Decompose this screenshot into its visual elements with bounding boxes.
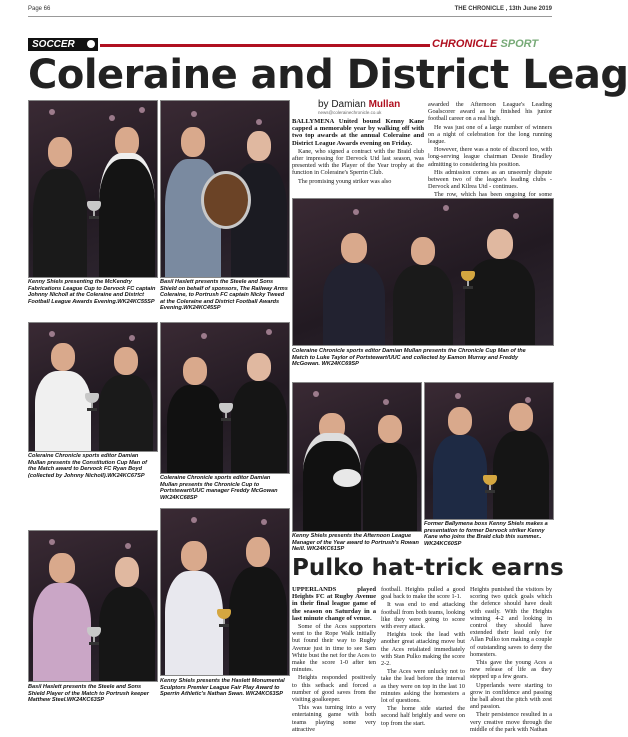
byline-name: Mullan <box>368 99 401 110</box>
article2-paragraph: Heights responded positively to this setback and forced a number of good saves from the visiting goalkeeper. <box>292 674 376 704</box>
byline-prefix: by Damian <box>318 99 366 110</box>
article2-paragraph: football. Heights pulled a good goal back to make the score 1-1. <box>381 586 465 601</box>
second-headline: Pulko hat-trick earns <box>292 555 564 581</box>
person <box>465 229 535 345</box>
person <box>363 415 417 531</box>
article1-paragraph: He was just one of a large number of winners on a night of celebration for the long running league. <box>428 123 552 146</box>
article1-paragraph: The row, which has been ongoing for some <box>434 191 552 199</box>
article2-paragraph: Heights took the lead with another great attacking move but the Aces retaliated immediately with Stan Pulko making the score 2-2. <box>381 631 465 668</box>
caption-2: Basil Haslett presents the Steele and Sons Shield on behalf of sponsors, The Railway Arms Coleraine, to Portrush FC captain Nicky Tweed at the Coleraine and District Football Awards Evening.WK24KC45SP <box>160 279 288 312</box>
photo-5 <box>160 322 290 474</box>
article2-paragraph: Upperlands were starting to grow in confidence and passing the ball about the pitch with zest and passion. <box>470 681 552 711</box>
article1-paragraph: His admission comes as an unseemly dispute between two of the league's leading clubs - Dervock and Kilrea Utd - continues. <box>428 168 552 191</box>
article1-paragraph: The promising young striker was also <box>298 177 392 185</box>
caption-5: Coleraine Chronicle sports editor Damian Mullan presents the Chronicle Cup to Portstewart/UUC manager Freddy McGowan WK24KC68SP <box>160 475 278 501</box>
article2-paragraph: This gave the young Aces a new release of life as they stepped up a few gears. <box>470 659 552 681</box>
person <box>323 233 385 345</box>
article1-col1 <box>292 118 424 194</box>
person <box>99 347 153 451</box>
person <box>231 353 287 473</box>
page-header <box>28 4 552 17</box>
article1-paragraph: However, there was a note of discord too, with long-serving league chairman Dessie Bradley admitting to considering his position. <box>428 146 552 168</box>
person <box>99 557 155 681</box>
caption-9: Kenny Shiels presents the Haslett Monumental Sculptors Premier League Fair Play Award to Sperrin Athletic's Nathan Swan. WK24KC63SP <box>160 678 285 698</box>
brand-left: CHRONICLE <box>432 38 498 50</box>
person <box>33 137 87 277</box>
article2-paragraph: It was end to end attacking football from both teams, looking like they were going to score with every attack. <box>381 601 465 631</box>
trophy-icon <box>483 475 497 493</box>
person <box>99 127 155 277</box>
person <box>433 407 487 519</box>
trophy-icon <box>87 627 101 645</box>
article2-paragraph: Some of the Aces supporters went to the Rope Walk initially but found their way to Rugby Avenue just in time to see Sam White bust the net for the Aces to make the score 1-0 after ten minutes. <box>292 623 376 674</box>
article2-paragraph: Their persistence resulted in a very creative move through the middle of the park with Nathan <box>470 711 552 733</box>
page-number: Page 66 <box>28 6 51 12</box>
section-label <box>28 38 98 51</box>
brand-logo <box>432 38 552 51</box>
caption-7: Former Ballymena boss Kenny Shiels makes a presentation to former Dervock striker Kenny Kane who joins the Braid club this summer.. WK24KC60SP <box>424 521 548 547</box>
brand-right: SPORT <box>500 38 539 50</box>
article1-lead: BALLYMENA United bound Kenny Kane capped a memorable year by walking off with two top awards at the annual Coleraine and District League Awards evening on Friday. <box>292 118 424 147</box>
section-divider <box>100 44 430 47</box>
photo-4 <box>28 322 158 452</box>
article2-paragraph: Heights punished the visitors by scoring two quick goals which the defence should have dealt with easily. With the Heights winning 4-2 and looking in control they should have extended their lead only for Allan Pulko ton making a couple of outstanding saves to deny the homesters. <box>470 586 552 658</box>
caption-8: Basil Haslett presents the Steele and Sons Shield Player of the Match to Portrush keeper Matthew Steel.WK24KC63SP <box>28 684 149 704</box>
byline-email: news@colerainechronicle.co.uk <box>318 110 382 115</box>
photo-3 <box>292 198 554 346</box>
person <box>393 237 453 345</box>
caption-3: Coleraine Chronicle sports editor Damian Mullan presents the Chronicle Cup Man of the Match to Luke Taylor of Portstewart/UUC and collected by Eamon Murray and Freddy McGowan. WK24KC69SP <box>292 348 526 368</box>
person <box>493 403 549 519</box>
photo-7 <box>424 382 554 520</box>
rugby-ball-trophy-icon <box>333 469 361 487</box>
trophy-icon <box>217 609 231 627</box>
shield-trophy-icon <box>201 171 251 229</box>
caption-1: Kenny Shiels presenting the McKendry Fabrications League Cup to Dervock FC captain Johnny Nicholl at the Coleraine and District Football League Awards Evening.WK24KC55SP <box>28 279 156 305</box>
article2-col3 <box>470 586 552 732</box>
article2-lead: UPPERLANDS played Heights FC at Rugby Avenue in their final league game of the season on Saturday in a last minute change of venue. <box>292 586 376 622</box>
football-icon <box>87 40 95 48</box>
photo-6 <box>292 382 422 532</box>
trophy-icon <box>85 393 99 411</box>
caption-6: Kenny Shiels presents the Afternoon League Manager of the Year award to Portrush's Rowan Neill. WK24KC61SP <box>292 533 419 553</box>
photo-1 <box>28 100 158 278</box>
article2-paragraph: This was turning into a very entertaining game with both teams playing some very attractive <box>292 704 376 733</box>
photo-2 <box>160 100 290 278</box>
person <box>167 357 223 473</box>
article2-paragraph: The Aces were unlucky not to take the lead before the interval as they were on top in the last 10 minutes asking the homesters a lot of questions. <box>381 668 465 705</box>
article2-col2 <box>381 586 465 732</box>
person <box>33 553 91 681</box>
person <box>229 537 287 675</box>
trophy-icon <box>461 271 475 289</box>
article2-paragraph: The home side started the second half brightly and were on top from the start. <box>381 705 465 727</box>
trophy-icon <box>87 201 101 219</box>
article1-col2 <box>428 101 552 199</box>
photo-9 <box>160 508 290 676</box>
person <box>165 541 223 675</box>
main-headline: Coleraine and District Leag <box>28 52 628 98</box>
photo-8 <box>28 530 158 682</box>
person <box>35 343 91 451</box>
article1-paragraph: Kane, who signed a contract with the Braid club after impressing for Dervock Utd last season, was presented with the Player of the Year trophy at the function in Coleraine's Sperrin Club. <box>292 147 424 177</box>
trophy-icon <box>219 403 233 421</box>
caption-4: Coleraine Chronicle sports editor Damian Mullan presents the Constitution Cup Man of the Match award to Dervock FC Ryan Boyd (collected by Johnny Nicholl).WK24KC67SP <box>28 453 148 479</box>
article2-col1 <box>292 586 376 732</box>
article1-paragraph: awarded the Afternoon League's Leading Goalscorer award as he finished his junior football career on a real high. <box>428 101 552 123</box>
section-label-text: SOCCER <box>32 39 75 50</box>
paper-date: THE CHRONICLE , 13th June 2019 <box>454 6 552 12</box>
